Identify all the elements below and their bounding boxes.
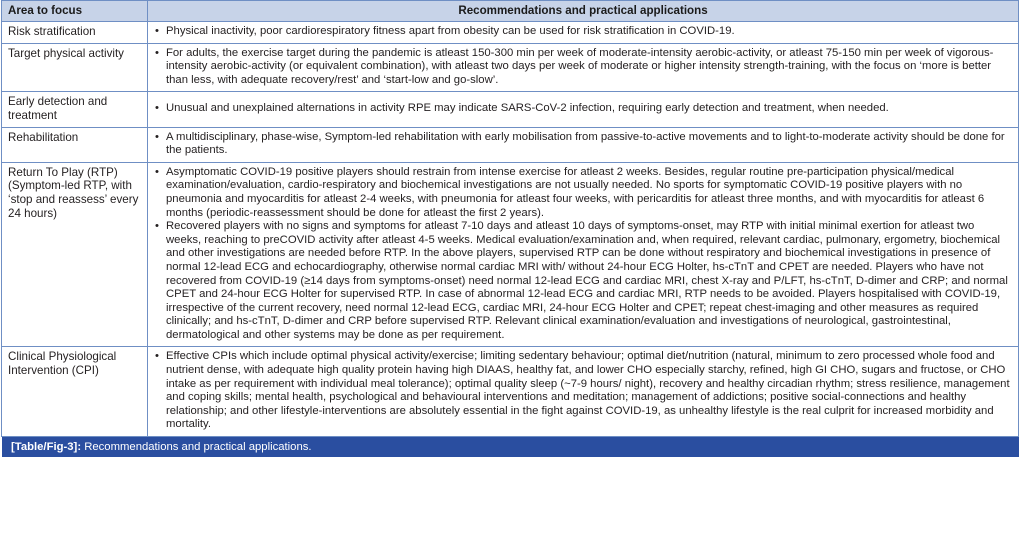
caption-tag: [Table/Fig-3]: <box>11 441 82 454</box>
recommendation-text: Physical inactivity, poor cardiorespiratory fitness apart from obesity can be used for risk stratification in COVID-19. <box>166 25 735 37</box>
row-recommendation-cell <box>148 92 1019 127</box>
recommendations-table <box>1 0 1019 437</box>
row-area-cell: Target physical activity <box>2 43 148 92</box>
table-row <box>2 43 1019 92</box>
recommendation-text: For adults, the exercise target during the pandemic is atleast 150-300 min per week of moderate-intensity aerobic-activity, or atleast 75-150 min per week of vigorous-intensity aerobic-activity (or equivalent combination), with atleast two days per week of moderate or higher intensity strength-training, with the focus on ‘more is better than less, with adequate recovery/rest’ and ‘start-low and go-slow’. <box>166 46 994 86</box>
table-caption <box>2 437 1019 457</box>
table-row <box>2 127 1019 162</box>
recommendation-list <box>154 95 1012 116</box>
row-area-cell: Rehabilitation <box>2 127 148 162</box>
table-body <box>2 22 1019 437</box>
table-row <box>2 162 1019 347</box>
list-item <box>154 131 1012 158</box>
caption-text: Recommendations and practical applications. <box>81 441 312 454</box>
header-area-to-focus: Area to focus <box>2 1 148 22</box>
bullet-marker: • <box>155 25 159 37</box>
table-row <box>2 92 1019 127</box>
row-recommendation-cell <box>148 22 1019 44</box>
bullet-marker: • <box>155 350 159 363</box>
recommendation-list <box>154 131 1012 158</box>
recommendation-text: Recovered players with no signs and symptoms for atleast 7-10 days and atleast 10 days of symptoms-onset, may RTP with initial minimal exertion for atleast two weeks, reaching to preCOVID activity after atleast 4-5 weeks. Medical evaluation/examination and, when required, relevant cardiac, pulmonary, ergometry, biochemical and other investigations are needed before RTP. In the above players, supervised RTP can be done without respiratory and biochemical investigations in presence of normal 12-lead ECG and echocardiography, otherwise normal cardiac MRI with/ without 24-hour ECG Holter, hs-cTnT and CPET are needed. Players who have not recovered from COVID-19 (≥14 days from symptoms-onset) need normal 12-lead ECG and cardiac MRI, chest X-ray and P/LFT, hs-cTnT, D-dimer and CRP; and normal CPET and 24-hour ECG Holter for supervised RTP. In case of abnormal 12-lead ECG and cardiac MRI, RTP needs to be avoided. Players hospitalised with COVID-19, irrespective of the current recovery, need normal 12-lead ECG, cardiac MRI, 24-hour ECG Holter and CPET; repeat chest-imaging and other measures as required clinically; and hs-cTnT, D-dimer and CRP before supervised RTP. Relevant clinical examination/evaluation and investigations of neurological, gastrointestinal, dermatological and other systems may be done as per requirement. <box>166 220 1008 341</box>
header-recommendations: Recommendations and practical applications <box>148 1 1019 22</box>
row-recommendation-cell <box>148 347 1019 437</box>
bullet-marker: • <box>155 165 159 178</box>
recommendations-table-container <box>1 0 1018 457</box>
bullet-marker: • <box>155 220 159 233</box>
recommendation-list <box>154 166 1012 343</box>
recommendation-list <box>154 25 1012 39</box>
table-header-row <box>2 1 1019 22</box>
row-area-cell: Return To Play (RTP) (Symptom-led RTP, with ‘stop and reassess’ every 24 hours) <box>2 162 148 347</box>
row-recommendation-cell <box>148 43 1019 92</box>
recommendation-text: Asymptomatic COVID-19 positive players should restrain from intense exercise for atleast 2 weeks. Besides, regular routine pre-participation physical/medical examination/evaluation, cardio-respiratory and biochemical investigations are not usually needed. No sports for symptomatic COVID-19 positive players with no pneumonia and myocarditis for atleast 2-4 weeks, with pneumonia for atleast four weeks, with pericarditis for atleast three months, and with myocarditis for atleast 6 months (periodic-reassessment should be done for atleast the first 2 years). <box>166 165 985 219</box>
row-recommendation-cell <box>148 162 1019 347</box>
list-item <box>154 166 1012 220</box>
bullet-marker: • <box>155 46 159 59</box>
list-item <box>154 102 1012 116</box>
list-item <box>154 47 1012 88</box>
list-item <box>154 350 1012 432</box>
recommendation-list <box>154 47 1012 88</box>
table-row <box>2 22 1019 44</box>
table-row <box>2 347 1019 437</box>
recommendation-text: A multidisciplinary, phase-wise, Symptom-led rehabilitation with early mobilisation from passive-to-active movements and to light-to-moderate activity should be done for the patients. <box>166 130 1005 157</box>
row-recommendation-cell <box>148 127 1019 162</box>
recommendation-text: Unusual and unexplained alternations in activity RPE may indicate SARS-CoV-2 infection, requiring early detection and treatment, when needed. <box>166 102 889 115</box>
bullet-marker: • <box>155 130 159 143</box>
list-item <box>154 25 1012 39</box>
recommendation-text: Effective CPIs which include optimal physical activity/exercise; limiting sedentary behaviour; optimal diet/nutrition (natural, minimum to zero processed whole food and nutrient dense, with adequate high quality protein having high DIAAS, healthy fat, and lower CHO especially starchy, refined, high GI CHO, sugars and fructose, or CHO intake as per requirement with individual meal tolerance); optimal quality sleep (~7-9 hours/ night), recovery and healthy circadian rhythm; stress resilience, management and coping skills; mental health, psychological and behavioural interventions and meditation; management of addictions; positive social-connections and healthy relationship; and other lifestyle-interventions are absolutely essential in the fight against COVID-19, as unhealthy lifestyle is the real culprit for increased morbidity and mortality. <box>166 350 1010 431</box>
recommendation-list <box>154 350 1012 432</box>
row-area-cell: Risk stratification <box>2 22 148 44</box>
list-item <box>154 220 1012 342</box>
bullet-marker: • <box>155 102 159 115</box>
row-area-cell: Clinical Physiological Intervention (CPI) <box>2 347 148 437</box>
row-area-cell: Early detection and treatment <box>2 92 148 127</box>
